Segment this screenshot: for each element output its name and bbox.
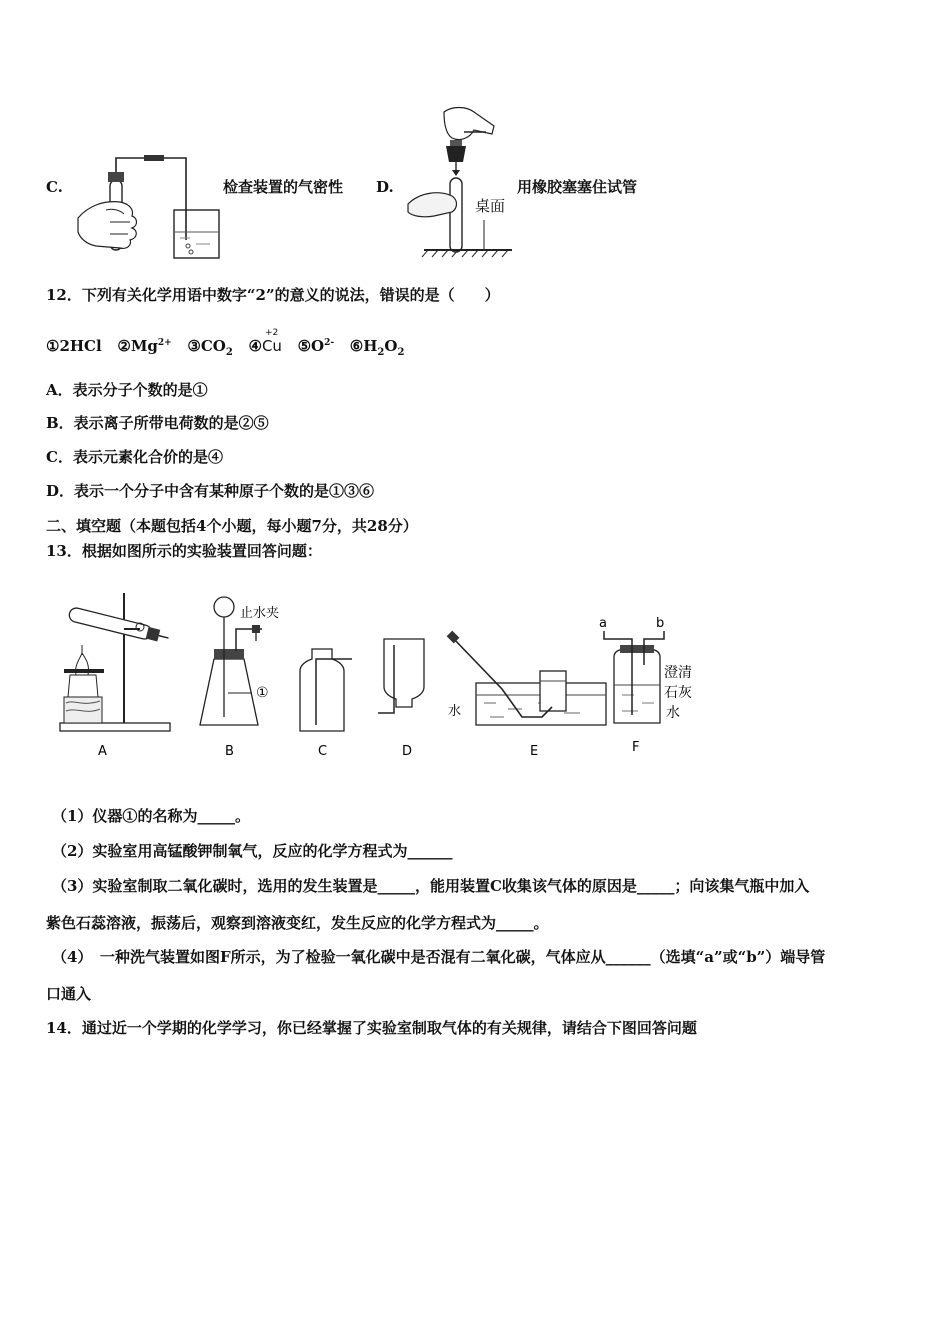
apparatus-a: [60, 593, 170, 731]
water-label: 水: [448, 704, 462, 719]
limewater-label-3: 水: [666, 705, 680, 721]
apparatus-e: [447, 631, 606, 725]
label-e: E: [530, 744, 539, 759]
section-2-heading: 二、填空题（本题包括4个小题，每小题7分，共28分）: [46, 517, 418, 535]
option-b: B．表示离子所带电荷数的是②⑤: [46, 414, 269, 432]
question-12-items: [46, 328, 405, 363]
q13-part-2: （2）实验室用高锰酸钾制氧气，反应的化学方程式为______: [52, 842, 453, 860]
question-12-stem: 12．下列有关化学用语中数字“2”的意义的说法，错误的是（ ）: [46, 286, 500, 304]
airtightness-check-figure: [76, 148, 226, 263]
rubber-stopper-figure: [404, 104, 516, 258]
label-d: D: [402, 744, 413, 759]
apparatus-d: [378, 639, 424, 713]
option-c: C．表示元素化合价的是④: [46, 448, 223, 466]
option-d-text: 用橡胶塞塞住试管: [517, 178, 638, 196]
limewater-label-1: 澄清: [664, 665, 692, 681]
port-a-label: a: [599, 616, 607, 631]
apparatus-figure: [52, 585, 712, 765]
item-cu-valence: ④ +2 Cu: [248, 328, 282, 355]
item-co2: $③CO_2$: [187, 337, 233, 358]
item-h2o2: $⑥H_2O_2$: [349, 337, 405, 358]
label-f: F: [632, 740, 640, 755]
item-2hcl: ①2HCl: [46, 337, 102, 355]
limewater-label-2: 石灰: [664, 685, 692, 701]
option-c-text: 检查装置的气密性: [223, 178, 344, 196]
apparatus-c: [300, 649, 352, 731]
option-d-label: D.: [376, 178, 394, 196]
option-d: D．表示一个分子中含有某种原子个数的是①③⑥: [46, 482, 375, 500]
q13-part-1: （1）仪器①的名称为_____。: [52, 807, 250, 825]
q13-part-4-line-1: （4） 一种洗气装置如图F所示，为了检验一氧化碳中是否混有二氧化碳，气体应从______（选填“a”或“b”）端导管: [52, 948, 826, 966]
port-b-label: b: [656, 616, 665, 631]
question-14-stem: 14．通过近一个学期的化学学习，你已经掌握了实验室制取气体的有关规律，请结合下图回答问题: [46, 1019, 697, 1037]
label-a: A: [98, 744, 107, 759]
question-13-stem: 13．根据如图所示的实验装置回答问题：: [46, 542, 322, 560]
table-surface-label: 桌面: [475, 197, 506, 215]
option-c-label: C.: [46, 178, 63, 196]
q13-part-3-line-2: 紫色石蕊溶液，振荡后，观察到溶液变红，发生反应的化学方程式为_____。: [46, 914, 549, 932]
apparatus-f: [604, 631, 664, 723]
instrument-1-mark: ①: [256, 685, 269, 701]
q13-part-3-line-1: （3）实验室制取二氧化碳时，选用的发生装置是_____，能用装置C收集该气体的原因是_____；向该集气瓶中加入: [52, 877, 810, 895]
label-c: C: [318, 744, 328, 759]
item-o-ion: $⑤O^{2-}$: [297, 337, 335, 355]
q13-part-4-line-2: 口通入: [46, 985, 92, 1003]
item-mg-ion: $②Mg^{2+}$: [117, 337, 172, 355]
label-b: B: [225, 744, 234, 759]
option-a: A．表示分子个数的是①: [46, 381, 208, 399]
water-clamp-label: 止水夹: [240, 606, 280, 621]
